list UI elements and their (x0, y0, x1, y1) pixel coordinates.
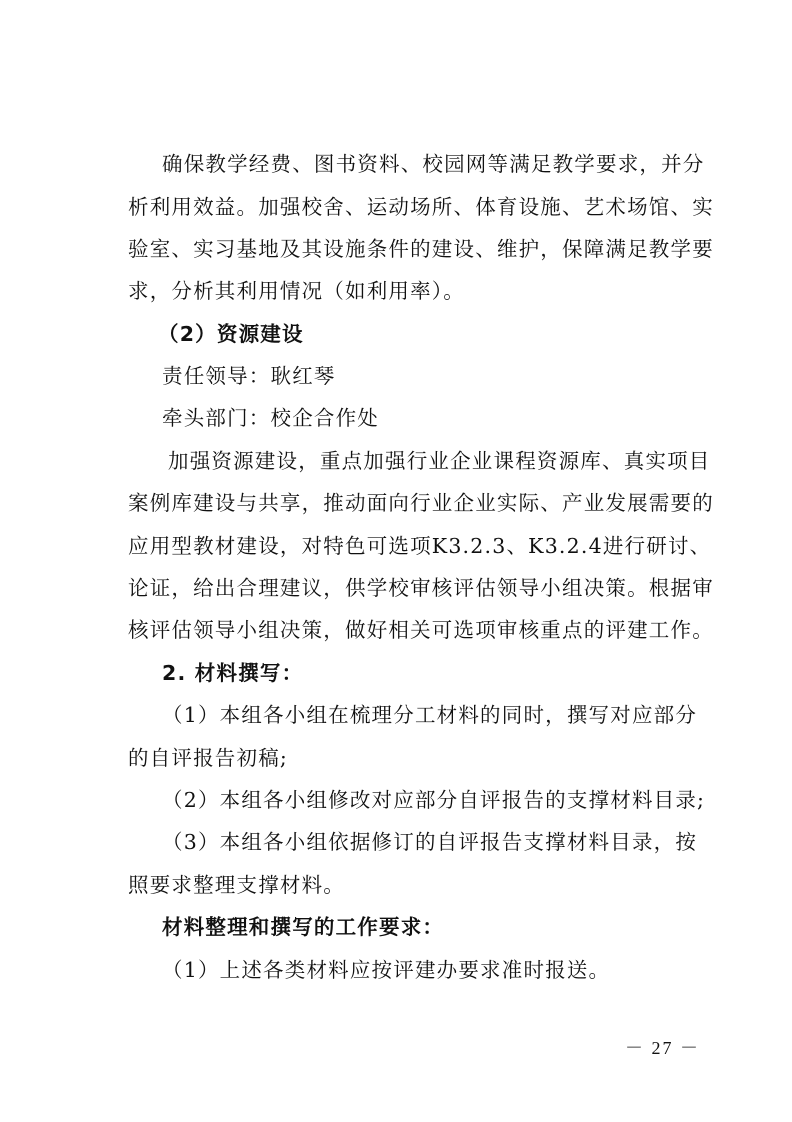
section-heading: 2. 材料撰写： (162, 661, 304, 685)
list-item: （3）本组各小组依据修订的自评报告支撑材料目录，按 (162, 830, 698, 854)
paragraph-line: 加强资源建设，重点加强行业企业课程资源库、真实项目 (168, 449, 711, 473)
page-number: － 27 － (625, 1038, 700, 1058)
list-item: （2）本组各小组修改对应部分自评报告的支撑材料目录; (162, 788, 706, 812)
paragraph-line: 求，分析其利用情况（如利用率）。 (128, 279, 465, 303)
list-item: （1）上述各类材料应按评建办要求准时报送。 (162, 958, 611, 982)
lead-department: 牵头部门：校企合作处 (162, 406, 379, 430)
paragraph-line: 析利用效益。加强校舍、运动场所、体育设施、艺术场馆、实 (128, 195, 714, 219)
section-heading: （2）资源建设 (158, 322, 304, 346)
list-item: 照要求整理支撑材料。 (128, 873, 345, 897)
paragraph-line: 案例库建设与共享，推动面向行业企业实际、产业发展需要的 (128, 491, 714, 515)
responsible-leader: 责任领导：耿红琴 (162, 364, 336, 388)
section-heading: 材料整理和撰写的工作要求： (162, 915, 445, 939)
paragraph-line: 确保教学经费、图书资料、校园网等满足教学要求，并分 (162, 152, 705, 176)
paragraph-line: 验室、实习基地及其设施条件的建设、维护，保障满足教学要 (128, 237, 714, 261)
list-item: （1）本组各小组在梳理分工材料的同时，撰写对应部分 (162, 703, 698, 727)
paragraph-line: 核评估领导小组决策，做好相关可选项审核重点的评建工作。 (128, 618, 714, 642)
paragraph-line: 论证，给出合理建议，供学校审核评估领导小组决策。根据审 (128, 576, 714, 600)
paragraph-line: 应用型教材建设，对特色可选项K3.2.3、K3.2.4进行研讨、 (128, 534, 712, 558)
list-item: 的自评报告初稿; (128, 746, 289, 770)
